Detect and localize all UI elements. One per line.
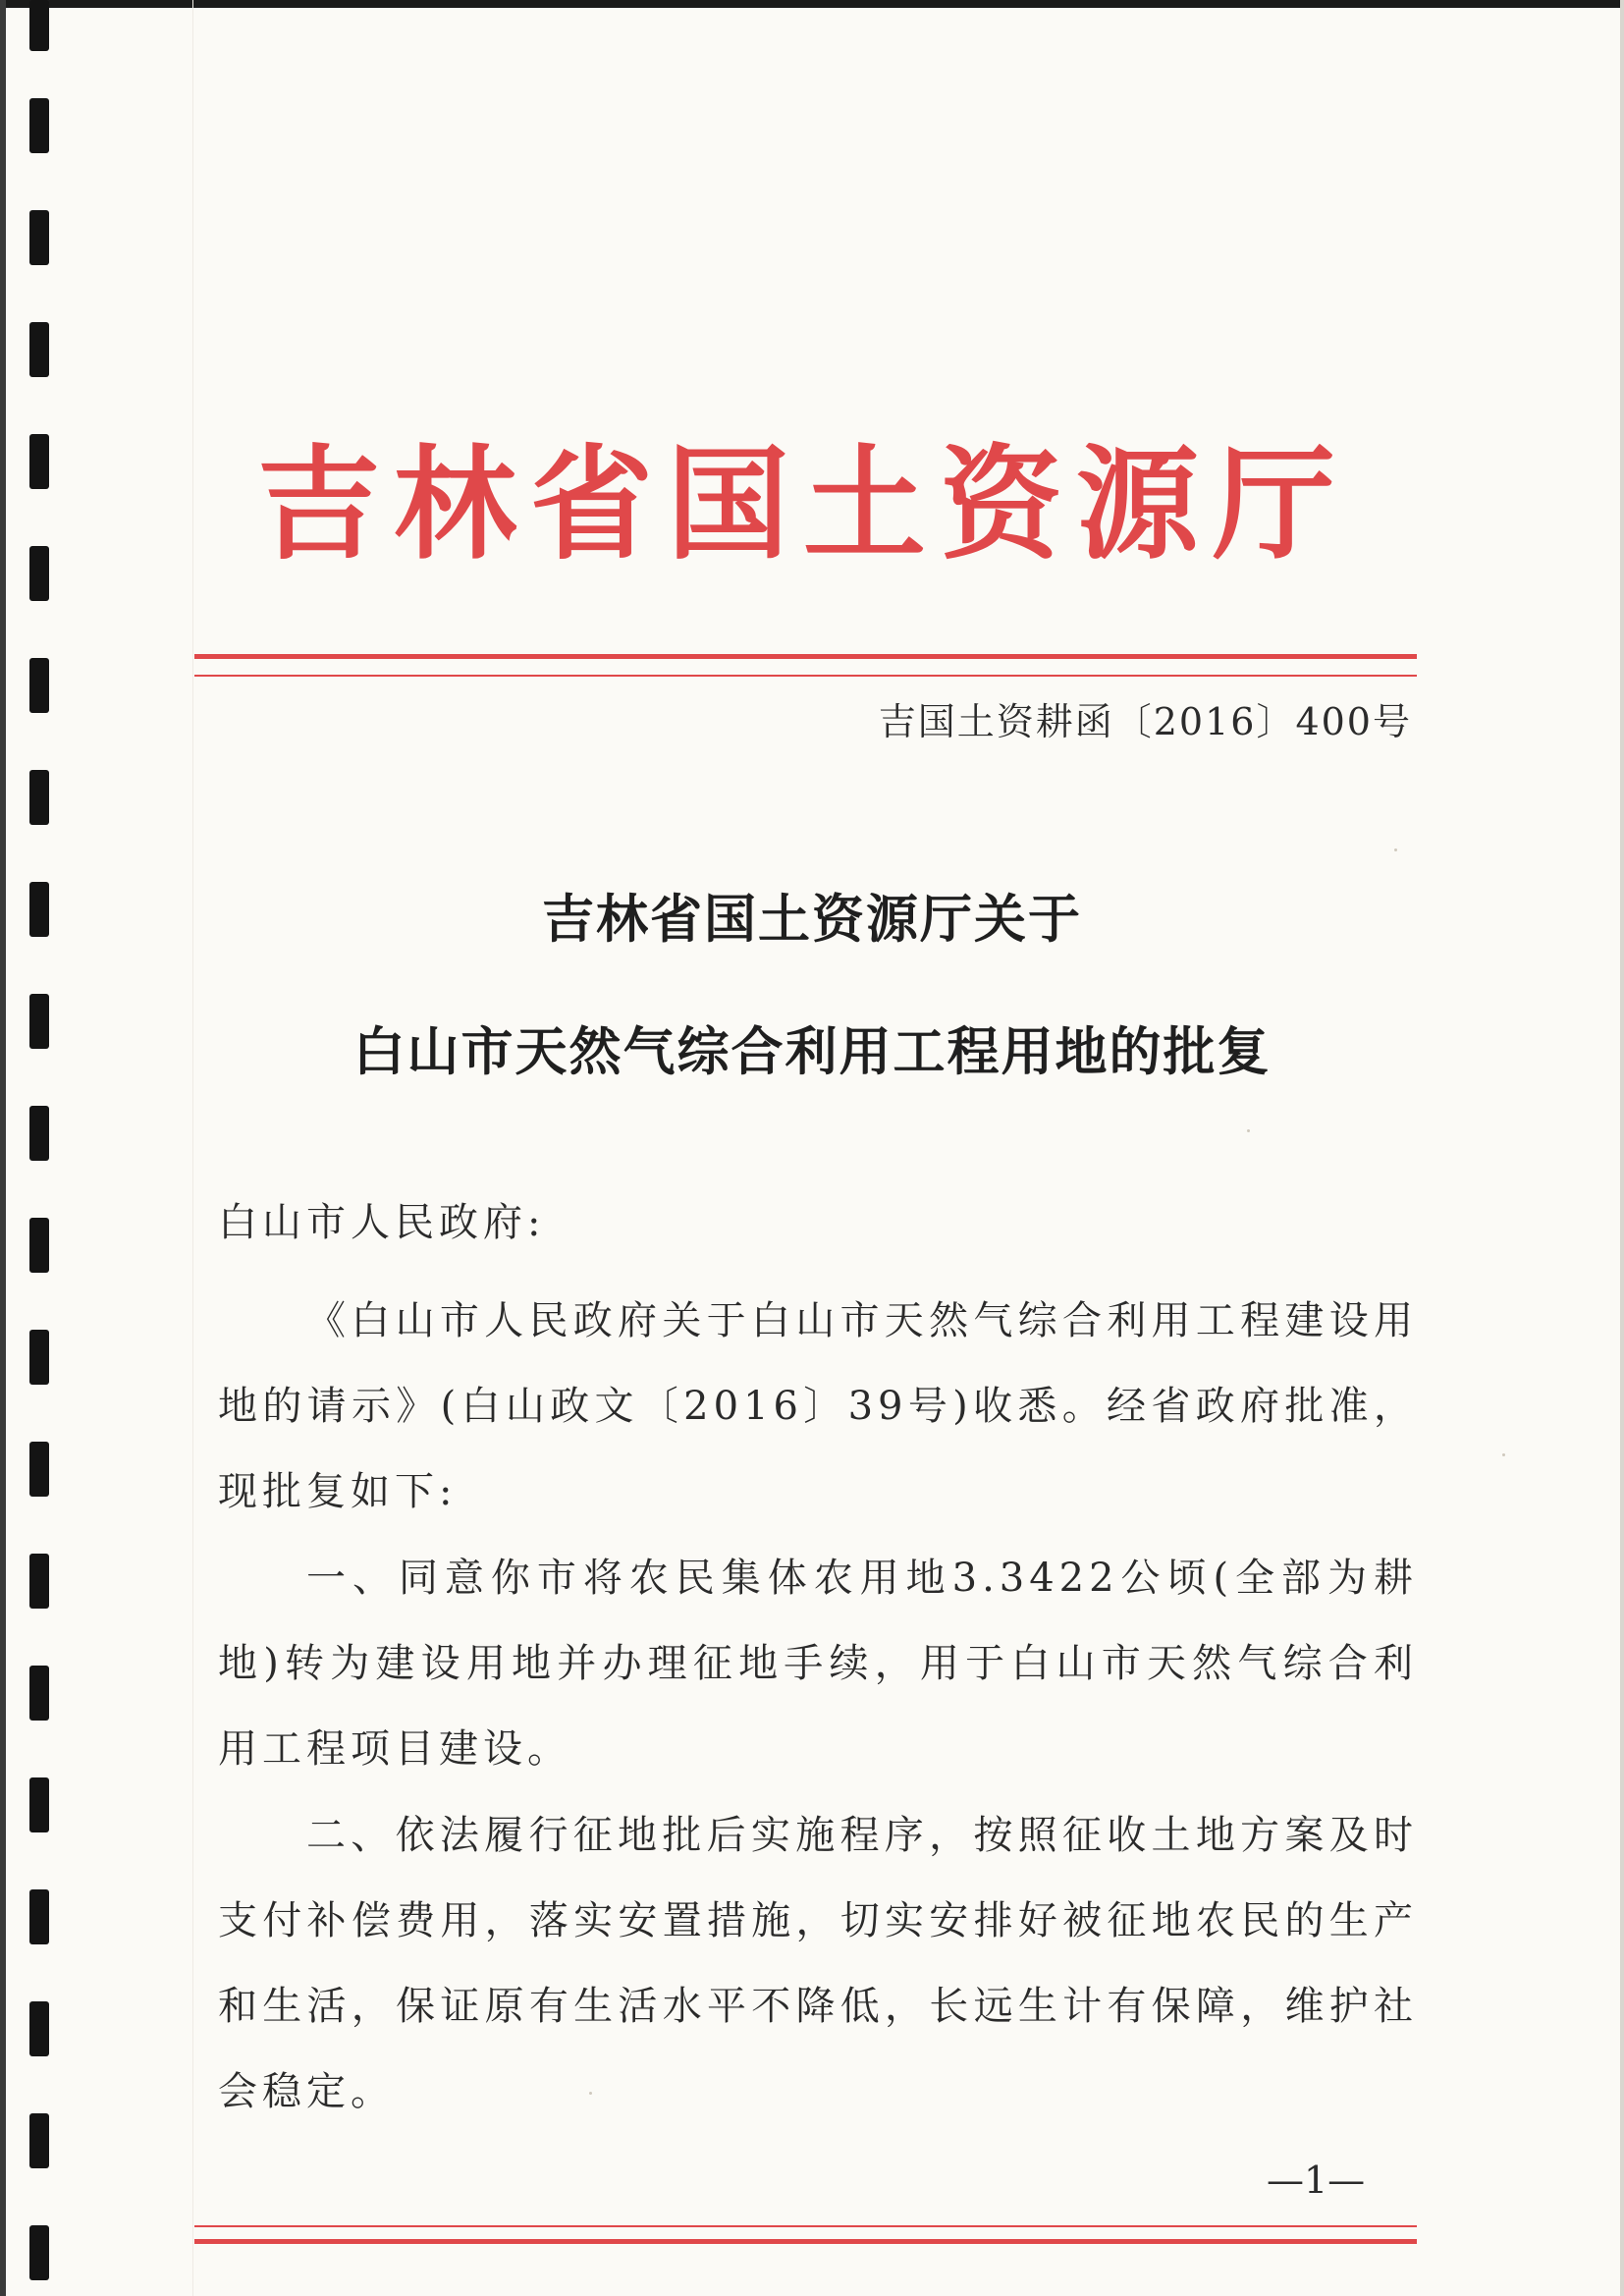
scan-left-edge [0, 0, 6, 2296]
binding-hole [29, 1777, 49, 1832]
binding-hole [29, 322, 49, 377]
letterhead-org-name: 吉林省国土资源厅 [257, 434, 1349, 576]
letterhead-rule-thick [194, 654, 1417, 659]
footer-rule-thick [194, 2225, 1417, 2227]
scan-speck [589, 2092, 592, 2095]
binding-hole [29, 2225, 49, 2280]
letterhead-rule-thin [194, 675, 1417, 677]
binding-hole [29, 2113, 49, 2168]
footer-rule-thin [194, 2239, 1417, 2244]
binding-hole [29, 546, 49, 601]
scan-speck [1394, 848, 1397, 851]
scan-top-edge [0, 0, 1624, 8]
fold-line [192, 0, 193, 2296]
binding-hole [29, 658, 49, 713]
scan-right-edge [1620, 0, 1624, 2296]
binding-hole [29, 434, 49, 489]
document-number: 吉国土资耕函〔2016〕400号 [878, 700, 1412, 743]
binding-hole [29, 1218, 49, 1273]
scan-speck [1247, 1129, 1250, 1132]
scan-speck [1502, 1453, 1505, 1456]
binding-hole [29, 770, 49, 825]
binding-hole [29, 1554, 49, 1609]
document-title-line-2: 白山市天然气综合利用工程用地的批复 [352, 1021, 1272, 1082]
binding-holes [29, 0, 55, 2296]
binding-hole [29, 1330, 49, 1385]
paragraph-request-reference: 《白山市人民政府关于白山市天然气综合利用工程建设用地的请示》(白山政文〔2016〕39号)收悉。经省政府批准，现批复如下: [218, 1298, 1418, 1514]
binding-hole [29, 1889, 49, 1944]
binding-hole [29, 1666, 49, 1721]
binding-hole [29, 1442, 49, 1497]
binding-hole [29, 210, 49, 265]
binding-hole [29, 2001, 49, 2056]
page-number: —1— [1267, 2159, 1366, 2202]
salutation: 白山市人民政府: [218, 1200, 546, 1245]
document-title-line-1: 吉林省国土资源厅关于 [542, 889, 1082, 950]
binding-hole [29, 98, 49, 153]
paragraph-item-one: 一、同意你市将农民集体农用地3.3422公顷(全部为耕地)转为建设用地并办理征地手续，用于白山市天然气综合利用工程项目建设。 [218, 1556, 1418, 1772]
binding-hole [29, 1106, 49, 1161]
paragraph-item-two: 二、依法履行征地批后实施程序，按照征收土地方案及时支付补偿费用，落实安置措施，切实安排好被征地农民的生产和生活，保证原有生活水平不降低，长远生计有保障，维护社会稳定。 [218, 1813, 1418, 2114]
binding-hole [29, 0, 49, 51]
